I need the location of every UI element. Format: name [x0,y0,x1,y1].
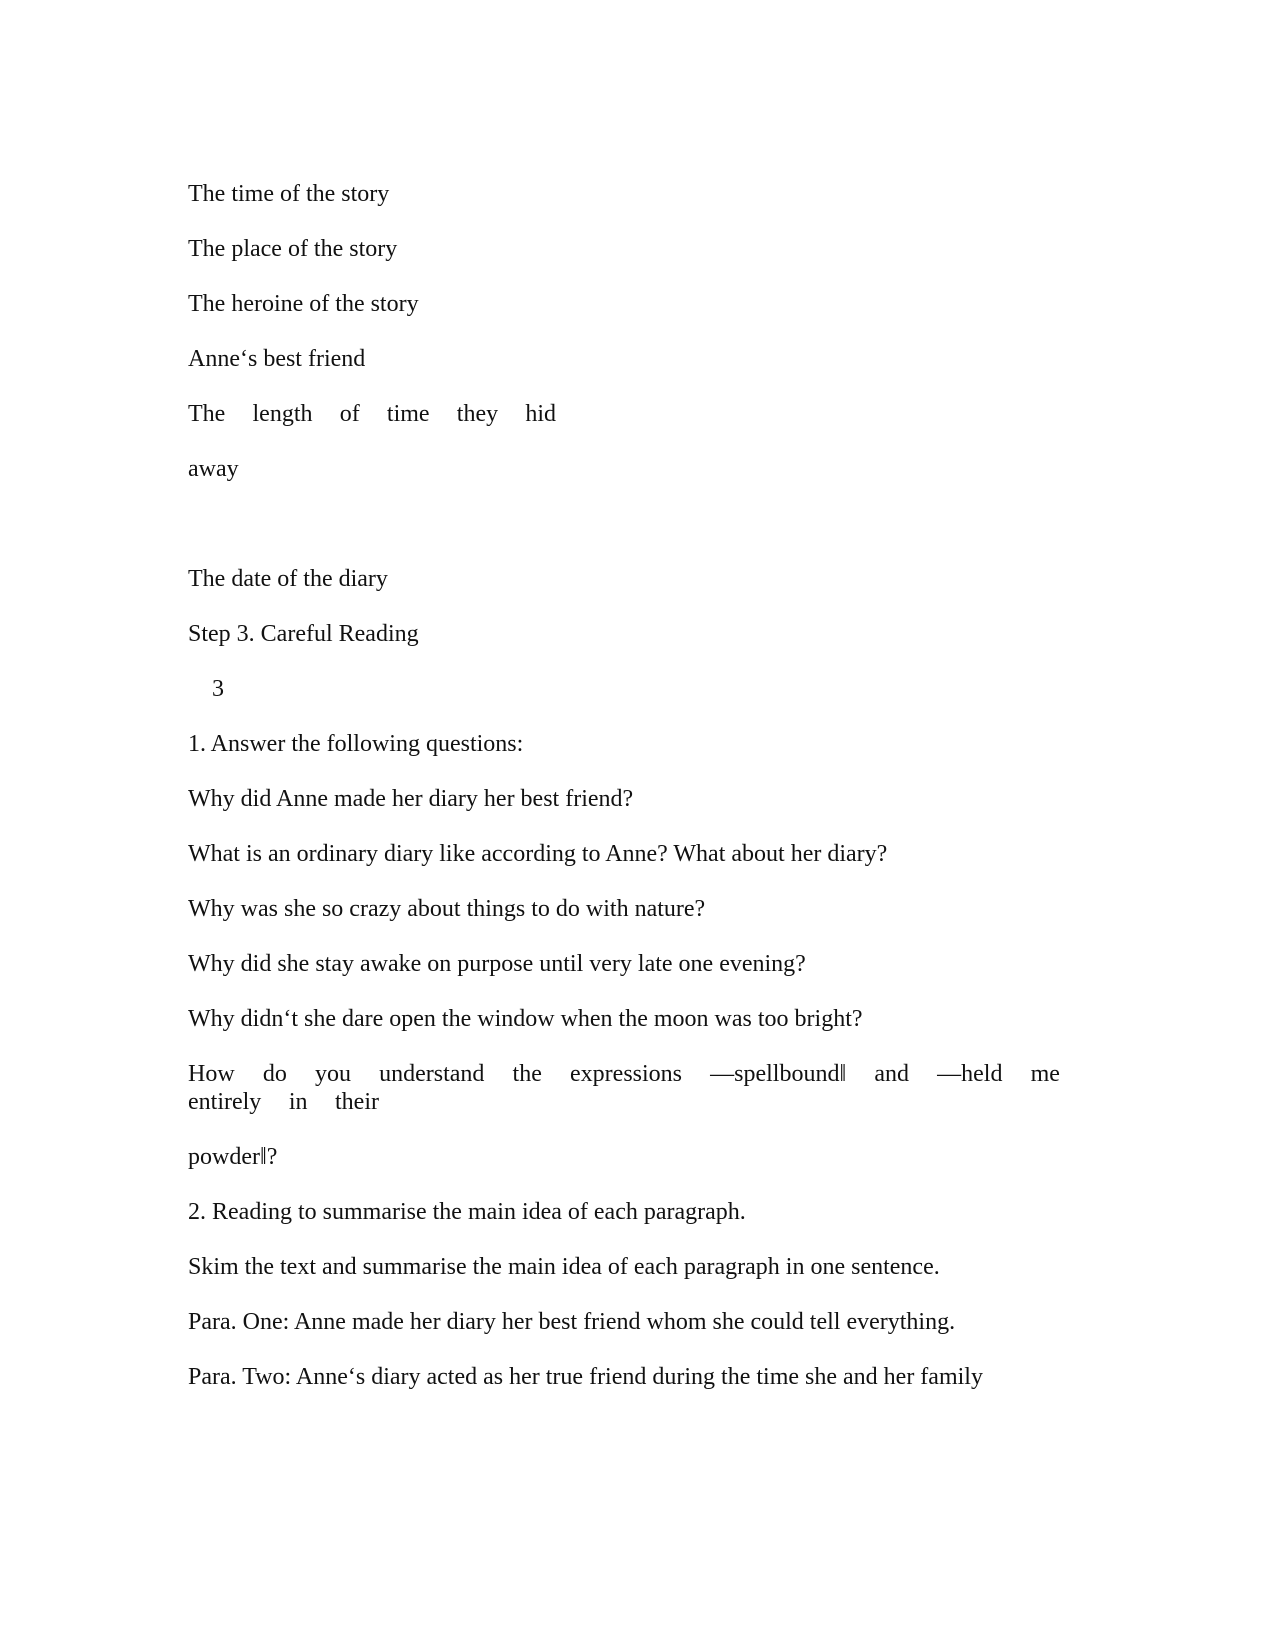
section-2-instruction: Skim the text and summarise the main idea of each paragraph in one sentence. [188,1254,940,1280]
word: entirely [188,1089,262,1115]
word: you [314,1061,351,1087]
page-number: 3 [212,676,224,702]
question-2: What is an ordinary diary like according to Anne? What about her diary? [188,841,888,867]
word: and [874,1061,910,1087]
word: hid [525,401,556,427]
word: the [512,1061,542,1087]
word: The [188,401,226,427]
word: their [335,1089,379,1115]
word: expressions [570,1061,682,1087]
question-1: Why did Anne made her diary her best friend? [188,786,634,812]
section-2-heading: 2. Reading to summarise the main idea of each paragraph. [188,1199,746,1225]
word: How [188,1061,235,1087]
para-two-summary: Para. Two: Anne‘s diary acted as her true friend during the time she and her family [188,1364,983,1390]
word: —held [937,1061,1003,1087]
word: in [288,1089,308,1115]
text-line-time-of-story: The time of the story [188,181,390,207]
word: me [1030,1061,1060,1087]
question-5: Why didn‘t she dare open the window when the moon was too bright? [188,1006,863,1032]
question-4: Why did she stay awake on purpose until very late one evening? [188,951,806,977]
text-line-place-of-story: The place of the story [188,236,398,262]
word: time [386,401,430,427]
word: length [252,401,313,427]
text-line-date-of-diary: The date of the diary [188,566,388,592]
para-one-summary: Para. One: Anne made her diary her best friend whom she could tell everything. [188,1309,956,1335]
word: —spellbound‖ [710,1061,847,1087]
text-line-length-of-time [188,400,556,428]
word: of [339,401,360,427]
question-3: Why was she so crazy about things to do with nature? [188,896,706,922]
question-6-line-2 [188,1088,379,1116]
question-instruction: 1. Answer the following questions: [188,731,524,757]
text-line-heroine-of-story: The heroine of the story [188,291,419,317]
text-line-away: away [188,456,239,482]
question-6-line-3: powder‖? [188,1144,278,1170]
section-heading-careful-reading: Step 3. Careful Reading [188,621,419,647]
word: do [262,1061,287,1087]
word: they [456,401,499,427]
question-6-line-1 [188,1060,1060,1088]
text-line-annes-best-friend: Anne‘s best friend [188,346,366,372]
word: understand [379,1061,485,1087]
